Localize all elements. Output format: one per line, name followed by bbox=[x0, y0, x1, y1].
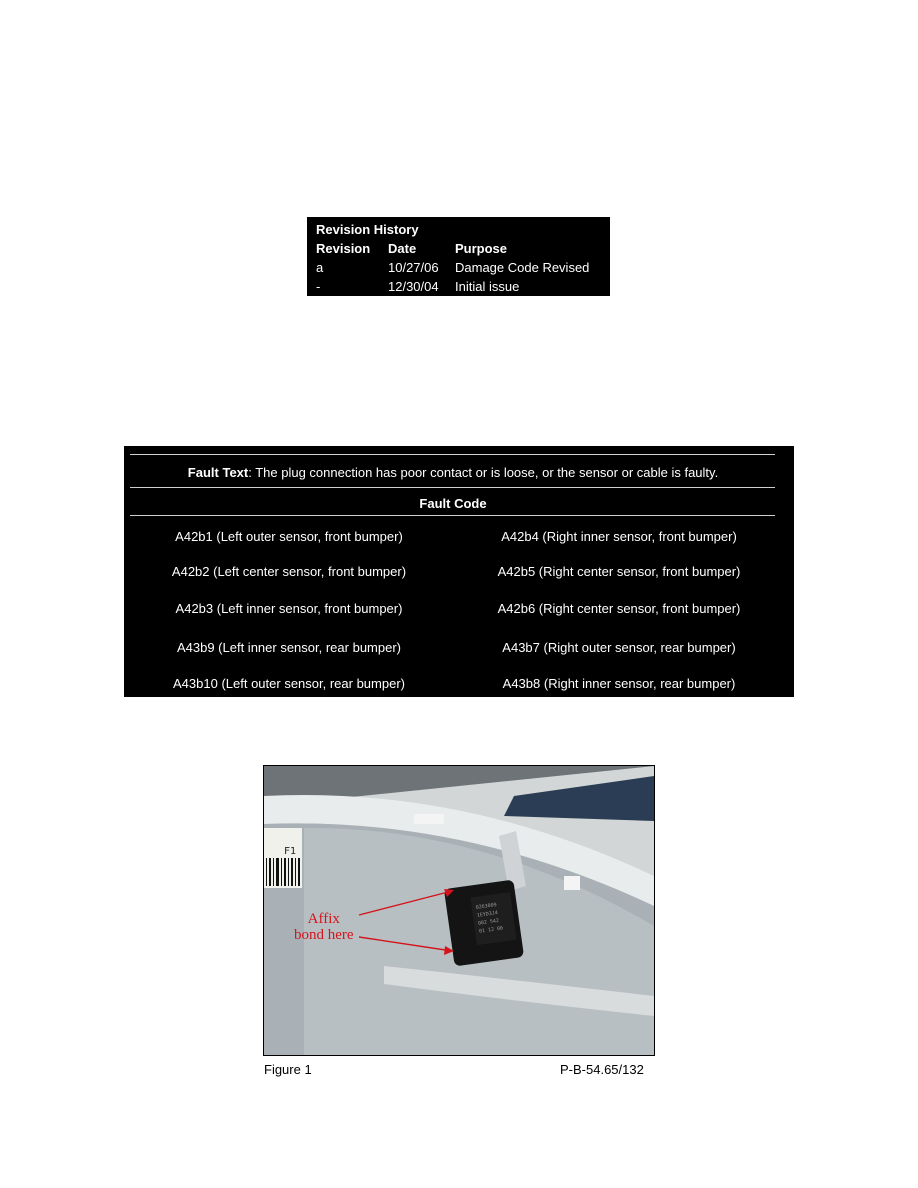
fault-table bbox=[124, 446, 794, 697]
fault-code-header: Fault Code bbox=[419, 496, 487, 511]
fault-code-item: A42b3 (Left inner sensor, front bumper) bbox=[175, 601, 403, 616]
fault-text-label: Fault Text bbox=[187, 465, 249, 480]
date-cell: 10/27/06 bbox=[388, 260, 439, 275]
annotation-line-1: Affix bbox=[307, 911, 340, 927]
purpose-cell: Damage Code Revised bbox=[455, 260, 590, 275]
svg-text:01 12 00: 01 12 00 bbox=[478, 925, 504, 935]
fault-code-item: A43b10 (Left outer sensor, rear bumper) bbox=[173, 676, 405, 691]
fault-code-item: A43b8 (Right inner sensor, rear bumper) bbox=[502, 676, 736, 691]
header-revision: Revision bbox=[316, 241, 371, 256]
svg-text:0263009: 0263009 bbox=[475, 902, 498, 911]
svg-text:1EYD3J4: 1EYD3J4 bbox=[476, 910, 499, 919]
fault-code-item: A43b7 (Right outer sensor, rear bumper) bbox=[502, 640, 736, 655]
fault-text bbox=[124, 465, 782, 480]
fault-code-item: A42b6 (Right center sensor, front bumper) bbox=[497, 601, 741, 616]
fault-code-item: A42b2 (Left center sensor, front bumper) bbox=[171, 564, 407, 579]
divider bbox=[130, 515, 775, 516]
purpose-cell: Initial issue bbox=[455, 279, 520, 294]
table-row bbox=[316, 277, 610, 296]
annotation-line-2: bond here bbox=[294, 927, 354, 943]
bumper-sensor-photo bbox=[263, 765, 655, 1056]
svg-text:002 542: 002 542 bbox=[477, 917, 500, 927]
fault-code-item: A42b4 (Right inner sensor, front bumper) bbox=[501, 529, 737, 544]
fault-code-item: A42b5 (Right center sensor, front bumper) bbox=[497, 564, 741, 579]
header-purpose: Purpose bbox=[455, 241, 508, 256]
revision-header-row bbox=[316, 239, 610, 258]
fault-text-body: : The plug connection has poor contact or is loose, or the sensor or cable is faulty. bbox=[248, 465, 719, 480]
revision-cell: a bbox=[316, 260, 324, 275]
date-cell: 12/30/04 bbox=[388, 279, 439, 294]
fault-code-item: A42b1 (Left outer sensor, front bumper) bbox=[175, 529, 403, 544]
affix-bond-annotation bbox=[294, 911, 354, 943]
figure-caption: Figure 1 bbox=[264, 1062, 312, 1077]
revision-cell: - bbox=[316, 279, 321, 294]
fault-code-item: A43b9 (Left inner sensor, rear bumper) bbox=[176, 640, 401, 655]
revision-history-table bbox=[307, 217, 610, 296]
revision-history-title: Revision History bbox=[316, 222, 419, 237]
divider bbox=[130, 454, 775, 455]
figure-reference: P-B-54.65/132 bbox=[560, 1062, 644, 1077]
table-row bbox=[316, 258, 610, 277]
header-date: Date bbox=[388, 241, 417, 256]
label-tag: F1 bbox=[284, 846, 297, 857]
divider bbox=[130, 487, 775, 488]
